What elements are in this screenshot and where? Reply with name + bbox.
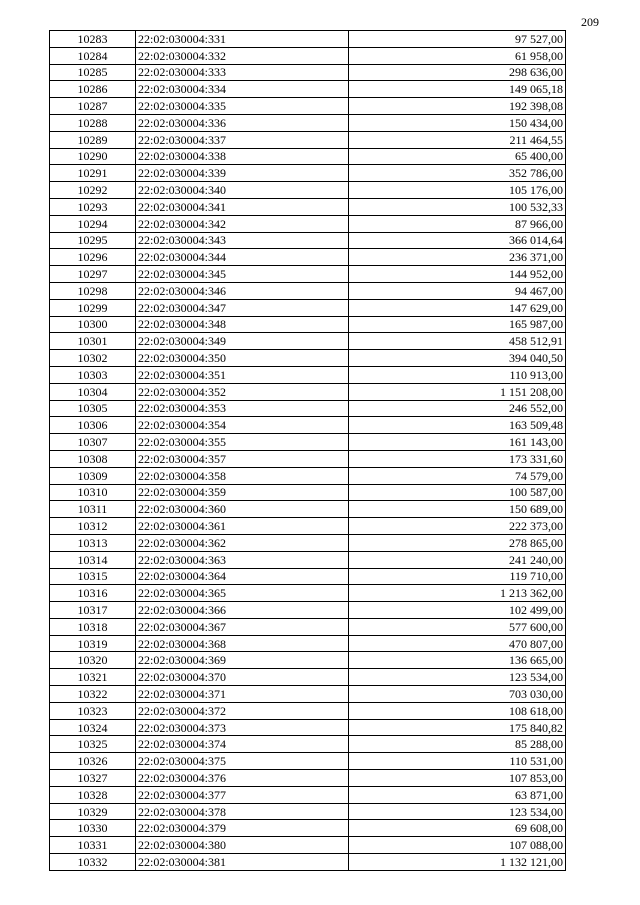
table-row bbox=[50, 249, 566, 266]
row-number-cell: 10309 bbox=[50, 467, 136, 484]
cadastral-number-cell: 22:02:030004:345 bbox=[136, 266, 349, 283]
row-number-cell: 10311 bbox=[50, 501, 136, 518]
cadastral-number-cell: 22:02:030004:377 bbox=[136, 786, 349, 803]
table-row bbox=[50, 686, 566, 703]
table-row bbox=[50, 215, 566, 232]
table-row bbox=[50, 585, 566, 602]
cadastral-value-cell: 470 807,00 bbox=[349, 635, 566, 652]
cadastral-value-cell: 123 534,00 bbox=[349, 803, 566, 820]
row-number-cell: 10301 bbox=[50, 333, 136, 350]
row-number-cell: 10284 bbox=[50, 47, 136, 64]
cadastral-value-cell: 192 398,08 bbox=[349, 98, 566, 115]
cadastral-number-cell: 22:02:030004:372 bbox=[136, 702, 349, 719]
row-number-cell: 10305 bbox=[50, 400, 136, 417]
row-number-cell: 10319 bbox=[50, 635, 136, 652]
cadastral-number-cell: 22:02:030004:333 bbox=[136, 64, 349, 81]
row-number-cell: 10324 bbox=[50, 719, 136, 736]
row-number-cell: 10299 bbox=[50, 299, 136, 316]
table-row bbox=[50, 64, 566, 81]
cadastral-number-cell: 22:02:030004:337 bbox=[136, 131, 349, 148]
cadastral-number-cell: 22:02:030004:380 bbox=[136, 837, 349, 854]
row-number-cell: 10318 bbox=[50, 618, 136, 635]
row-number-cell: 10296 bbox=[50, 249, 136, 266]
cadastral-number-cell: 22:02:030004:378 bbox=[136, 803, 349, 820]
row-number-cell: 10304 bbox=[50, 383, 136, 400]
table-row bbox=[50, 81, 566, 98]
row-number-cell: 10325 bbox=[50, 736, 136, 753]
row-number-cell: 10290 bbox=[50, 148, 136, 165]
cadastral-number-cell: 22:02:030004:331 bbox=[136, 31, 349, 48]
row-number-cell: 10293 bbox=[50, 198, 136, 215]
row-number-cell: 10289 bbox=[50, 131, 136, 148]
cadastral-number-cell: 22:02:030004:357 bbox=[136, 450, 349, 467]
row-number-cell: 10327 bbox=[50, 770, 136, 787]
row-number-cell: 10314 bbox=[50, 551, 136, 568]
table-row bbox=[50, 518, 566, 535]
table-row bbox=[50, 350, 566, 367]
table-row bbox=[50, 770, 566, 787]
page-number: 209 bbox=[581, 15, 599, 29]
row-number-cell: 10302 bbox=[50, 350, 136, 367]
cadastral-number-cell: 22:02:030004:352 bbox=[136, 383, 349, 400]
cadastral-number-cell: 22:02:030004:335 bbox=[136, 98, 349, 115]
cadastral-value-cell: 278 865,00 bbox=[349, 534, 566, 551]
row-number-cell: 10287 bbox=[50, 98, 136, 115]
cadastral-number-cell: 22:02:030004:341 bbox=[136, 198, 349, 215]
table-row bbox=[50, 47, 566, 64]
cadastral-number-cell: 22:02:030004:353 bbox=[136, 400, 349, 417]
cadastral-value-cell: 97 527,00 bbox=[349, 31, 566, 48]
row-number-cell: 10300 bbox=[50, 316, 136, 333]
cadastral-value-cell: 150 689,00 bbox=[349, 501, 566, 518]
cadastral-value-cell: 94 467,00 bbox=[349, 282, 566, 299]
cadastral-value-cell: 74 579,00 bbox=[349, 467, 566, 484]
cadastral-number-cell: 22:02:030004:336 bbox=[136, 114, 349, 131]
row-number-cell: 10322 bbox=[50, 686, 136, 703]
cadastral-number-cell: 22:02:030004:360 bbox=[136, 501, 349, 518]
cadastral-number-cell: 22:02:030004:350 bbox=[136, 350, 349, 367]
cadastral-number-cell: 22:02:030004:344 bbox=[136, 249, 349, 266]
cadastral-number-cell: 22:02:030004:342 bbox=[136, 215, 349, 232]
table-row bbox=[50, 837, 566, 854]
table-row bbox=[50, 786, 566, 803]
cadastral-value-cell: 136 665,00 bbox=[349, 652, 566, 669]
cadastral-value-cell: 236 371,00 bbox=[349, 249, 566, 266]
row-number-cell: 10329 bbox=[50, 803, 136, 820]
row-number-cell: 10294 bbox=[50, 215, 136, 232]
table-row bbox=[50, 635, 566, 652]
cadastral-number-cell: 22:02:030004:351 bbox=[136, 366, 349, 383]
row-number-cell: 10283 bbox=[50, 31, 136, 48]
table-row bbox=[50, 551, 566, 568]
row-number-cell: 10326 bbox=[50, 753, 136, 770]
cadastral-value-cell: 144 952,00 bbox=[349, 266, 566, 283]
table-row bbox=[50, 114, 566, 131]
cadastral-value-cell: 102 499,00 bbox=[349, 602, 566, 619]
table-row bbox=[50, 669, 566, 686]
row-number-cell: 10297 bbox=[50, 266, 136, 283]
table-row bbox=[50, 534, 566, 551]
cadastral-value-cell: 352 786,00 bbox=[349, 165, 566, 182]
cadastral-value-cell: 123 534,00 bbox=[349, 669, 566, 686]
table-row bbox=[50, 803, 566, 820]
cadastral-number-cell: 22:02:030004:359 bbox=[136, 484, 349, 501]
cadastral-number-cell: 22:02:030004:362 bbox=[136, 534, 349, 551]
cadastral-value-cell: 100 587,00 bbox=[349, 484, 566, 501]
table-row bbox=[50, 618, 566, 635]
cadastral-value-cell: 577 600,00 bbox=[349, 618, 566, 635]
table-row bbox=[50, 366, 566, 383]
cadastral-value-cell: 100 532,33 bbox=[349, 198, 566, 215]
cadastral-value-cell: 85 288,00 bbox=[349, 736, 566, 753]
table-row bbox=[50, 299, 566, 316]
row-number-cell: 10328 bbox=[50, 786, 136, 803]
table-row bbox=[50, 719, 566, 736]
table-row bbox=[50, 198, 566, 215]
row-number-cell: 10303 bbox=[50, 366, 136, 383]
row-number-cell: 10307 bbox=[50, 434, 136, 451]
cadastral-number-cell: 22:02:030004:363 bbox=[136, 551, 349, 568]
row-number-cell: 10330 bbox=[50, 820, 136, 837]
cadastral-number-cell: 22:02:030004:339 bbox=[136, 165, 349, 182]
cadastral-value-cell: 65 400,00 bbox=[349, 148, 566, 165]
row-number-cell: 10317 bbox=[50, 602, 136, 619]
table-row bbox=[50, 182, 566, 199]
table-row bbox=[50, 652, 566, 669]
cadastral-number-cell: 22:02:030004:371 bbox=[136, 686, 349, 703]
cadastral-value-cell: 241 240,00 bbox=[349, 551, 566, 568]
table-row bbox=[50, 854, 566, 871]
table-row bbox=[50, 98, 566, 115]
cadastral-number-cell: 22:02:030004:381 bbox=[136, 854, 349, 871]
table-row bbox=[50, 484, 566, 501]
table-row bbox=[50, 753, 566, 770]
cadastral-number-cell: 22:02:030004:366 bbox=[136, 602, 349, 619]
cadastral-number-cell: 22:02:030004:348 bbox=[136, 316, 349, 333]
table-row bbox=[50, 568, 566, 585]
table-row bbox=[50, 820, 566, 837]
cadastral-number-cell: 22:02:030004:368 bbox=[136, 635, 349, 652]
cadastral-value-cell: 87 966,00 bbox=[349, 215, 566, 232]
cadastral-value-cell: 1 151 208,00 bbox=[349, 383, 566, 400]
row-number-cell: 10295 bbox=[50, 232, 136, 249]
cadastral-value-cell: 61 958,00 bbox=[349, 47, 566, 64]
table-row bbox=[50, 417, 566, 434]
row-number-cell: 10292 bbox=[50, 182, 136, 199]
cadastral-value-cell: 1 213 362,00 bbox=[349, 585, 566, 602]
row-number-cell: 10310 bbox=[50, 484, 136, 501]
cadastral-value-cell: 147 629,00 bbox=[349, 299, 566, 316]
cadastral-value-cell: 110 531,00 bbox=[349, 753, 566, 770]
cadastral-number-cell: 22:02:030004:343 bbox=[136, 232, 349, 249]
row-number-cell: 10331 bbox=[50, 837, 136, 854]
cadastral-number-cell: 22:02:030004:338 bbox=[136, 148, 349, 165]
row-number-cell: 10320 bbox=[50, 652, 136, 669]
cadastral-value-cell: 366 014,64 bbox=[349, 232, 566, 249]
row-number-cell: 10306 bbox=[50, 417, 136, 434]
cadastral-value-cell: 107 088,00 bbox=[349, 837, 566, 854]
cadastral-number-cell: 22:02:030004:358 bbox=[136, 467, 349, 484]
cadastral-number-cell: 22:02:030004:347 bbox=[136, 299, 349, 316]
cadastral-number-cell: 22:02:030004:367 bbox=[136, 618, 349, 635]
table-body bbox=[50, 31, 566, 871]
cadastral-value-cell: 703 030,00 bbox=[349, 686, 566, 703]
row-number-cell: 10316 bbox=[50, 585, 136, 602]
cadastral-value-cell: 105 176,00 bbox=[349, 182, 566, 199]
cadastral-value-cell: 119 710,00 bbox=[349, 568, 566, 585]
table-row bbox=[50, 148, 566, 165]
cadastral-value-cell: 298 636,00 bbox=[349, 64, 566, 81]
cadastral-number-cell: 22:02:030004:340 bbox=[136, 182, 349, 199]
cadastral-value-cell: 107 853,00 bbox=[349, 770, 566, 787]
cadastral-number-cell: 22:02:030004:376 bbox=[136, 770, 349, 787]
cadastral-number-cell: 22:02:030004:375 bbox=[136, 753, 349, 770]
row-number-cell: 10288 bbox=[50, 114, 136, 131]
cadastral-number-cell: 22:02:030004:349 bbox=[136, 333, 349, 350]
cadastral-number-cell: 22:02:030004:332 bbox=[136, 47, 349, 64]
cadastral-number-cell: 22:02:030004:361 bbox=[136, 518, 349, 535]
cadastral-value-cell: 173 331,60 bbox=[349, 450, 566, 467]
table-row bbox=[50, 282, 566, 299]
table-row bbox=[50, 501, 566, 518]
table-row bbox=[50, 333, 566, 350]
cadastral-number-cell: 22:02:030004:370 bbox=[136, 669, 349, 686]
row-number-cell: 10308 bbox=[50, 450, 136, 467]
cadastral-number-cell: 22:02:030004:369 bbox=[136, 652, 349, 669]
cadastral-value-cell: 394 040,50 bbox=[349, 350, 566, 367]
row-number-cell: 10298 bbox=[50, 282, 136, 299]
cadastral-value-cell: 63 871,00 bbox=[349, 786, 566, 803]
cadastral-value-cell: 110 913,00 bbox=[349, 366, 566, 383]
row-number-cell: 10323 bbox=[50, 702, 136, 719]
cadastral-value-cell: 175 840,82 bbox=[349, 719, 566, 736]
table-row bbox=[50, 434, 566, 451]
table-row bbox=[50, 450, 566, 467]
table-row bbox=[50, 316, 566, 333]
row-number-cell: 10321 bbox=[50, 669, 136, 686]
table-row bbox=[50, 702, 566, 719]
cadastral-value-table bbox=[49, 30, 566, 871]
cadastral-number-cell: 22:02:030004:365 bbox=[136, 585, 349, 602]
table-row bbox=[50, 31, 566, 48]
cadastral-value-cell: 163 509,48 bbox=[349, 417, 566, 434]
row-number-cell: 10332 bbox=[50, 854, 136, 871]
table-row bbox=[50, 602, 566, 619]
cadastral-value-cell: 222 373,00 bbox=[349, 518, 566, 535]
cadastral-value-cell: 211 464,55 bbox=[349, 131, 566, 148]
table-row bbox=[50, 400, 566, 417]
cadastral-value-cell: 69 608,00 bbox=[349, 820, 566, 837]
cadastral-number-cell: 22:02:030004:364 bbox=[136, 568, 349, 585]
cadastral-value-cell: 150 434,00 bbox=[349, 114, 566, 131]
table-row bbox=[50, 232, 566, 249]
table-row bbox=[50, 383, 566, 400]
cadastral-value-cell: 161 143,00 bbox=[349, 434, 566, 451]
cadastral-value-cell: 458 512,91 bbox=[349, 333, 566, 350]
cadastral-number-cell: 22:02:030004:334 bbox=[136, 81, 349, 98]
cadastral-number-cell: 22:02:030004:355 bbox=[136, 434, 349, 451]
row-number-cell: 10286 bbox=[50, 81, 136, 98]
cadastral-value-cell: 149 065,18 bbox=[349, 81, 566, 98]
row-number-cell: 10312 bbox=[50, 518, 136, 535]
row-number-cell: 10313 bbox=[50, 534, 136, 551]
cadastral-value-cell: 1 132 121,00 bbox=[349, 854, 566, 871]
table-row bbox=[50, 467, 566, 484]
cadastral-value-cell: 108 618,00 bbox=[349, 702, 566, 719]
table-row bbox=[50, 736, 566, 753]
row-number-cell: 10291 bbox=[50, 165, 136, 182]
table-row bbox=[50, 165, 566, 182]
cadastral-number-cell: 22:02:030004:374 bbox=[136, 736, 349, 753]
cadastral-number-cell: 22:02:030004:354 bbox=[136, 417, 349, 434]
cadastral-value-cell: 165 987,00 bbox=[349, 316, 566, 333]
row-number-cell: 10315 bbox=[50, 568, 136, 585]
cadastral-number-cell: 22:02:030004:373 bbox=[136, 719, 349, 736]
cadastral-number-cell: 22:02:030004:346 bbox=[136, 282, 349, 299]
row-number-cell: 10285 bbox=[50, 64, 136, 81]
cadastral-value-cell: 246 552,00 bbox=[349, 400, 566, 417]
cadastral-number-cell: 22:02:030004:379 bbox=[136, 820, 349, 837]
table-row bbox=[50, 266, 566, 283]
table-row bbox=[50, 131, 566, 148]
